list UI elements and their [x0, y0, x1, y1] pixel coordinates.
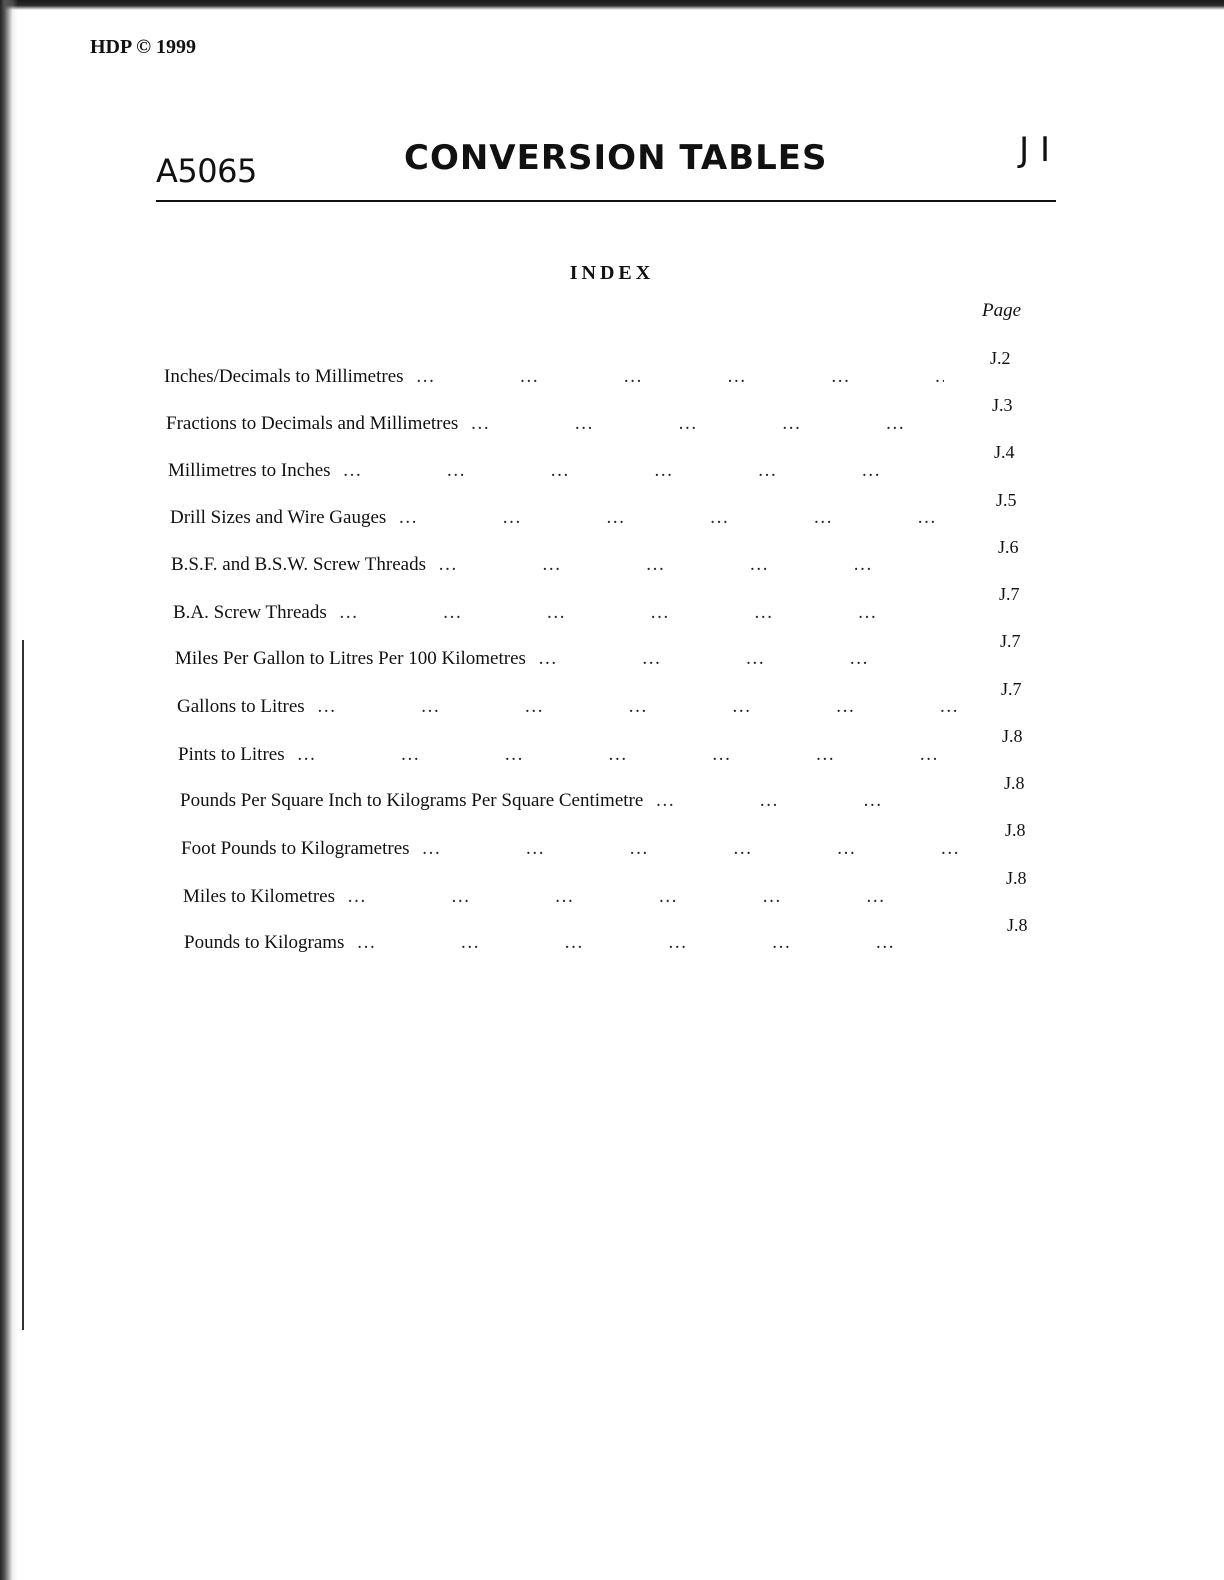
index-entry-page: J.8 — [1007, 915, 1028, 935]
dot-leader — [347, 886, 963, 908]
index-entry-page: J.7 — [1000, 631, 1021, 651]
index-entry — [177, 696, 957, 718]
index-entry-label: B.S.F. and B.S.W. Screw Threads — [171, 554, 426, 575]
page-title: CONVERSION TABLES — [404, 138, 828, 178]
index-entry-page: J.4 — [994, 442, 1015, 462]
dot-leader — [422, 838, 961, 860]
index-entry-label: Millimetres to Inches — [168, 460, 331, 481]
dot-leader — [655, 790, 960, 812]
index-entry-label: Pints to Litres — [178, 744, 285, 765]
index-entry — [175, 648, 955, 670]
index-entry-label: Foot Pounds to Kilogrametres — [181, 838, 410, 859]
index-entry-page: J.8 — [1005, 820, 1026, 840]
index-entry — [164, 366, 944, 388]
index-entry-label: Gallons to Litres — [177, 696, 305, 717]
index-entry-label: B.A. Screw Threads — [173, 602, 327, 623]
index-entry — [183, 886, 963, 908]
index-entry-page: J.6 — [998, 537, 1019, 557]
section-code: J I — [1019, 130, 1050, 170]
dot-leader — [356, 932, 964, 954]
index-entry — [178, 744, 958, 766]
index-entry-label: Pounds to Kilograms — [184, 932, 345, 953]
index-entry — [166, 413, 946, 435]
index-entry-label: Drill Sizes and Wire Gauges — [170, 507, 387, 528]
dot-leader — [317, 696, 957, 718]
dot-leader — [470, 413, 946, 435]
dot-leader — [339, 602, 953, 624]
index-entry-page: J.2 — [990, 348, 1011, 368]
page-column-heading: Page — [982, 300, 1022, 321]
index-entry-page: J.8 — [1006, 868, 1027, 888]
index-heading: INDEX — [569, 262, 655, 284]
dot-leader — [297, 744, 958, 766]
index-entry-page: J.3 — [992, 395, 1013, 415]
index-entry — [184, 932, 964, 954]
index-entry-page: J.5 — [996, 490, 1017, 510]
dot-leader — [538, 648, 955, 670]
index-entry-label: Fractions to Decimals and Millimetres — [166, 413, 459, 434]
index-entry — [168, 460, 948, 482]
index-entry-page: J.8 — [1004, 773, 1025, 793]
copyright-mark: HDP © 1999 — [90, 36, 197, 58]
index-entry — [180, 790, 960, 812]
index-entry — [171, 554, 951, 576]
dot-leader — [416, 366, 944, 388]
index-entry-page: J.7 — [999, 584, 1020, 604]
dot-leader — [398, 507, 950, 529]
document-code: A5065 — [156, 152, 257, 190]
index-entry-label: Pounds Per Square Inch to Kilograms Per Square Centimetre — [180, 790, 644, 811]
index-entry-page: J.7 — [1001, 679, 1022, 699]
index-entry-label: Miles Per Gallon to Litres Per 100 Kilometres — [175, 648, 526, 669]
index-entry — [181, 838, 961, 860]
index-entry-page: J.8 — [1002, 726, 1023, 746]
dot-leader — [343, 460, 948, 482]
index-entry — [170, 507, 950, 529]
index-entry-label: Miles to Kilometres — [183, 886, 335, 907]
index-entry — [173, 602, 953, 624]
dot-leader — [438, 554, 951, 576]
index-entry-label: Inches/Decimals to Millimetres — [164, 366, 404, 387]
